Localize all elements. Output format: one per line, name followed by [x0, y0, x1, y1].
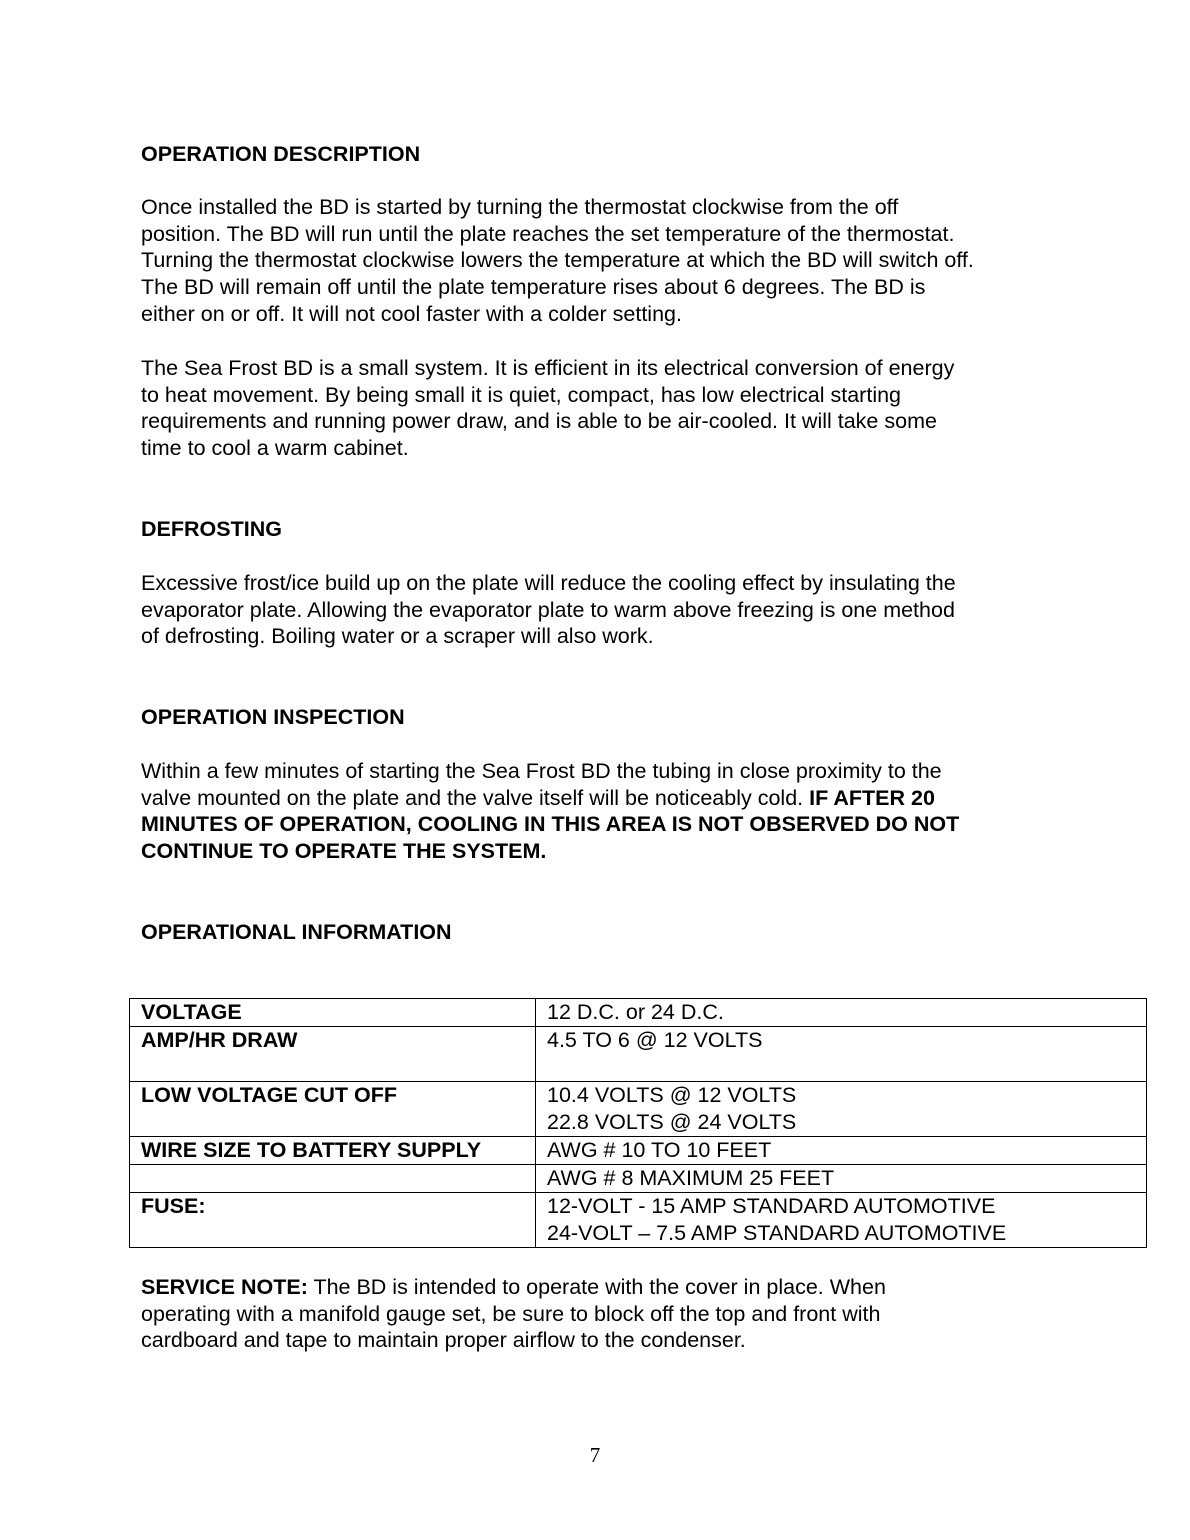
table-value-cell: [536, 1193, 1147, 1248]
operation-description-heading: OPERATION DESCRIPTION: [141, 142, 421, 166]
operational-information-heading: OPERATIONAL INFORMATION: [141, 920, 452, 944]
defrosting-paragraph: [141, 570, 1141, 650]
text-line: either on or off. It will not cool faster with a colder setting.: [141, 301, 682, 326]
text-line: time to cool a warm cabinet.: [141, 436, 409, 461]
table-label-cell: AMP/HR DRAW: [130, 1027, 536, 1082]
operational-information-table: [129, 998, 1147, 1248]
table-label-cell: LOW VOLTAGE CUT OFF: [130, 1082, 536, 1137]
table-row: [130, 999, 1147, 1027]
operation-description-paragraph-1: [141, 194, 1141, 327]
text-line: to heat movement. By being small it is quiet, compact, has low electrical starting: [141, 382, 902, 407]
table-label-cell: FUSE:: [130, 1193, 536, 1248]
table-value-cell: AWG # 10 TO 10 FEET: [536, 1137, 1147, 1165]
inspection-text: valve mounted on the plate and the valve itself will be noticeably cold.: [141, 785, 810, 810]
service-note-text: The BD is intended to operate with the cover in place. When: [307, 1275, 886, 1299]
table-row: [130, 1165, 1147, 1193]
inspection-warning: IF AFTER 20: [809, 785, 935, 810]
table-value-cell: [536, 1082, 1147, 1137]
text-line: The BD will remain off until the plate temperature rises about 6 degrees. The BD is: [141, 275, 926, 300]
page-number: 7: [589, 1443, 601, 1467]
text-line: cardboard and tape to maintain proper airflow to the condenser.: [141, 1328, 746, 1353]
table-value-line: 12-VOLT - 15 AMP STANDARD AUTOMOTIVE: [547, 1194, 996, 1218]
table-label-cell: VOLTAGE: [130, 999, 536, 1027]
inspection-warning: CONTINUE TO OPERATE THE SYSTEM.: [141, 839, 547, 864]
text-line: operating with a manifold gauge set, be sure to block off the top and front with: [141, 1301, 881, 1326]
inspection-warning: MINUTES OF OPERATION, COOLING IN THIS AREA IS NOT OBSERVED DO NOT: [141, 812, 960, 837]
table-row: [130, 1137, 1147, 1165]
table-row: [130, 1193, 1147, 1248]
table-value-line: 22.8 VOLTS @ 24 VOLTS: [547, 1110, 797, 1134]
text-line: of defrosting. Boiling water or a scraper will also work.: [141, 624, 654, 649]
table-value-line: 24-VOLT – 7.5 AMP STANDARD AUTOMOTIVE: [547, 1221, 1007, 1245]
operation-description-paragraph-2: [141, 355, 1141, 462]
table-value-cell: AWG # 8 MAXIMUM 25 FEET: [536, 1165, 1147, 1193]
table-row: [130, 1082, 1147, 1137]
text-line: requirements and running power draw, and is able to be air-cooled. It will take some: [141, 409, 937, 434]
service-note-label: SERVICE NOTE:: [141, 1275, 308, 1299]
text-line: Within a few minutes of starting the Sea Frost BD the tubing in close proximity to the: [141, 759, 942, 783]
text-line: Turning the thermostat clockwise lowers the temperature at which the BD will switch off.: [141, 248, 974, 273]
text-line: Excessive frost/ice build up on the plate will reduce the cooling effect by insulating the: [141, 571, 956, 595]
text-line: [141, 1274, 1141, 1301]
table-value-cell: 4.5 TO 6 @ 12 VOLTS: [536, 1027, 1147, 1082]
text-line: The Sea Frost BD is a small system. It is efficient in its electrical conversion of energy: [141, 356, 955, 380]
text-line: [141, 785, 1141, 812]
text-line: evaporator plate. Allowing the evaporator plate to warm above freezing is one method: [141, 597, 955, 622]
operation-inspection-paragraph: [141, 758, 1141, 865]
text-line: position. The BD will run until the plate reaches the set temperature of the thermostat.: [141, 221, 955, 246]
table-value-cell: 12 D.C. or 24 D.C.: [536, 999, 1147, 1027]
defrosting-heading: DEFROSTING: [141, 517, 282, 541]
table-row: [130, 1027, 1147, 1082]
table-value-line: 10.4 VOLTS @ 12 VOLTS: [547, 1083, 797, 1107]
service-note-paragraph: [141, 1274, 1141, 1354]
text-line: Once installed the BD is started by turning the thermostat clockwise from the off: [141, 195, 899, 219]
table-label-cell: [130, 1165, 536, 1193]
table-label-cell: WIRE SIZE TO BATTERY SUPPLY: [130, 1137, 536, 1165]
operation-inspection-heading: OPERATION INSPECTION: [141, 705, 405, 729]
